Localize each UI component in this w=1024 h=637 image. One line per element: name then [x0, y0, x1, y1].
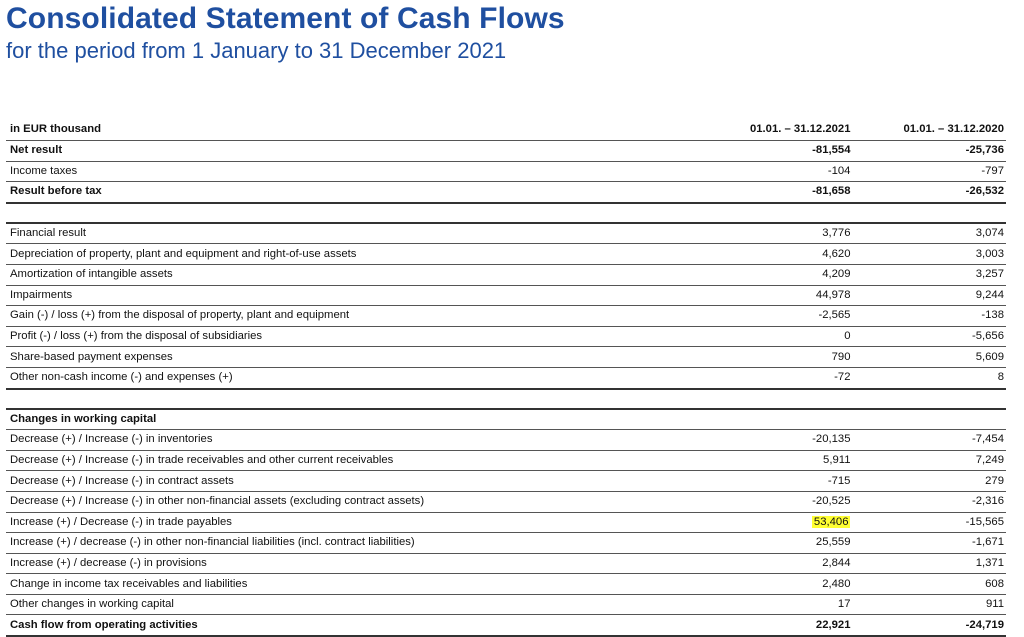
value-2020: -2,316 — [854, 491, 1006, 512]
value-2021: -715 — [827, 474, 851, 487]
table-row — [6, 264, 1006, 285]
value-2020: 3,257 — [854, 264, 1006, 285]
value-2021: 44,978 — [815, 288, 851, 301]
spacer-cell — [6, 389, 701, 409]
value-2021: 25,559 — [815, 536, 851, 549]
value-2021-cell — [701, 491, 855, 512]
value-2021-cell — [701, 553, 855, 574]
row-label: Other non-cash income (-) and expenses (+) — [6, 367, 701, 388]
value-2021-cell — [701, 306, 855, 327]
value-2020: 608 — [854, 574, 1006, 595]
value-2020: 911 — [854, 594, 1006, 615]
row-label: Increase (+) / decrease (-) in provisions — [6, 553, 701, 574]
value-2021-cell — [701, 141, 855, 162]
value-2020: -1,671 — [854, 533, 1006, 554]
value-2021: 2,480 — [822, 577, 851, 590]
value-2021-cell — [701, 244, 855, 265]
row-label: Cash flow from operating activities — [6, 615, 701, 636]
table-row — [6, 491, 1006, 512]
value-2021-cell — [701, 182, 855, 203]
table-row — [6, 471, 1006, 492]
row-label: Income taxes — [6, 161, 701, 182]
value-2021-cell — [701, 223, 855, 244]
table-row — [6, 326, 1006, 347]
value-2021: -81,658 — [812, 185, 851, 198]
table-row — [6, 285, 1006, 306]
section-spacer — [6, 203, 1006, 223]
value-2021: -72 — [834, 371, 851, 384]
value-2020: -7,454 — [854, 430, 1006, 451]
value-2021: 4,209 — [822, 268, 851, 281]
value-2021: 4,620 — [822, 247, 851, 260]
value-2020 — [854, 409, 1006, 430]
spacer-cell — [701, 203, 855, 223]
value-2021-cell — [701, 347, 855, 368]
value-2021-cell — [701, 471, 855, 492]
row-label: Increase (+) / Decrease (-) in trade payables — [6, 512, 701, 533]
value-2021-cell — [701, 367, 855, 388]
value-2021-cell — [701, 161, 855, 182]
value-2021-cell — [701, 409, 855, 430]
value-2020: -5,656 — [854, 326, 1006, 347]
value-2021-cell — [701, 574, 855, 595]
value-2020: -15,565 — [854, 512, 1006, 533]
table-row — [6, 512, 1006, 533]
value-2020: -26,532 — [854, 182, 1006, 203]
table-row — [6, 141, 1006, 162]
value-2020: 7,249 — [854, 450, 1006, 471]
table-row — [6, 574, 1006, 595]
table-row — [6, 182, 1006, 203]
row-label: Impairments — [6, 285, 701, 306]
value-2020: 3,003 — [854, 244, 1006, 265]
value-2020: -138 — [854, 306, 1006, 327]
row-label: Decrease (+) / Increase (-) in contract assets — [6, 471, 701, 492]
header-2020: 01.01. – 31.12.2020 — [854, 118, 1006, 141]
table-row — [6, 306, 1006, 327]
table-row — [6, 347, 1006, 368]
table-row — [6, 223, 1006, 244]
value-2021: 790 — [831, 350, 851, 363]
value-2021: 17 — [837, 598, 851, 611]
table-row — [6, 553, 1006, 574]
value-2021-cell — [701, 533, 855, 554]
table-row — [6, 409, 1006, 430]
value-2021: -81,554 — [812, 144, 851, 157]
value-2020: 8 — [854, 367, 1006, 388]
value-2020: 3,074 — [854, 223, 1006, 244]
value-2020: -797 — [854, 161, 1006, 182]
value-2021-cell — [701, 615, 855, 636]
spacer-cell — [854, 389, 1006, 409]
spacer-cell — [6, 203, 701, 223]
value-2021-cell — [701, 264, 855, 285]
row-label: Amortization of intangible assets — [6, 264, 701, 285]
section-spacer — [6, 389, 1006, 409]
document-title: Consolidated Statement of Cash Flows — [6, 2, 565, 35]
table-header-row — [6, 118, 1006, 141]
row-label: Financial result — [6, 223, 701, 244]
value-2021: 0 — [844, 330, 851, 343]
table-row — [6, 367, 1006, 388]
row-label: Changes in working capital — [6, 409, 701, 430]
value-2021: -20,135 — [812, 433, 851, 446]
value-2020: 5,609 — [854, 347, 1006, 368]
value-2020: -24,719 — [854, 615, 1006, 636]
table-row — [6, 450, 1006, 471]
value-2021-cell — [701, 450, 855, 471]
table-row — [6, 161, 1006, 182]
row-label: Other changes in working capital — [6, 594, 701, 615]
row-label: Change in income tax receivables and liabilities — [6, 574, 701, 595]
value-2020: 1,371 — [854, 553, 1006, 574]
row-label: Profit (-) / loss (+) from the disposal of subsidiaries — [6, 326, 701, 347]
highlighted-value-2021: 53,406 — [813, 515, 849, 528]
row-label: Decrease (+) / Increase (-) in inventories — [6, 430, 701, 451]
value-2021: 22,921 — [815, 618, 851, 631]
value-2021-cell — [701, 285, 855, 306]
table-row — [6, 533, 1006, 554]
table-row — [6, 244, 1006, 265]
cash-flow-table — [6, 118, 1006, 637]
document-subtitle: for the period from 1 January to 31 December 2021 — [6, 38, 507, 63]
row-label: Share-based payment expenses — [6, 347, 701, 368]
row-label: Gain (-) / loss (+) from the disposal of property, plant and equipment — [6, 306, 701, 327]
row-label: Result before tax — [6, 182, 701, 203]
row-label: Increase (+) / decrease (-) in other non-financial liabilities (incl. contract liabilities) — [6, 533, 701, 554]
table-row — [6, 430, 1006, 451]
table-row — [6, 594, 1006, 615]
value-2021-cell — [701, 512, 855, 533]
row-label: Depreciation of property, plant and equipment and right-of-use assets — [6, 244, 701, 265]
spacer-cell — [701, 389, 855, 409]
value-2021-cell — [701, 326, 855, 347]
value-2021: -20,525 — [812, 495, 851, 508]
table-row — [6, 615, 1006, 636]
row-label: Decrease (+) / Increase (-) in trade receivables and other current receivables — [6, 450, 701, 471]
value-2021: -104 — [827, 164, 851, 177]
header-2021: 01.01. – 31.12.2021 — [701, 118, 855, 141]
spacer-cell — [854, 203, 1006, 223]
header-unit-label: in EUR thousand — [6, 118, 701, 141]
value-2020: 279 — [854, 471, 1006, 492]
value-2021: 3,776 — [822, 227, 851, 240]
value-2021: -2,565 — [818, 309, 851, 322]
row-label: Net result — [6, 141, 701, 162]
value-2020: 9,244 — [854, 285, 1006, 306]
value-2021: 2,844 — [822, 556, 851, 569]
value-2021-cell — [701, 594, 855, 615]
value-2020: -25,736 — [854, 141, 1006, 162]
value-2021: 5,911 — [823, 454, 851, 467]
row-label: Decrease (+) / Increase (-) in other non-financial assets (excluding contract assets) — [6, 491, 701, 512]
value-2021-cell — [701, 430, 855, 451]
